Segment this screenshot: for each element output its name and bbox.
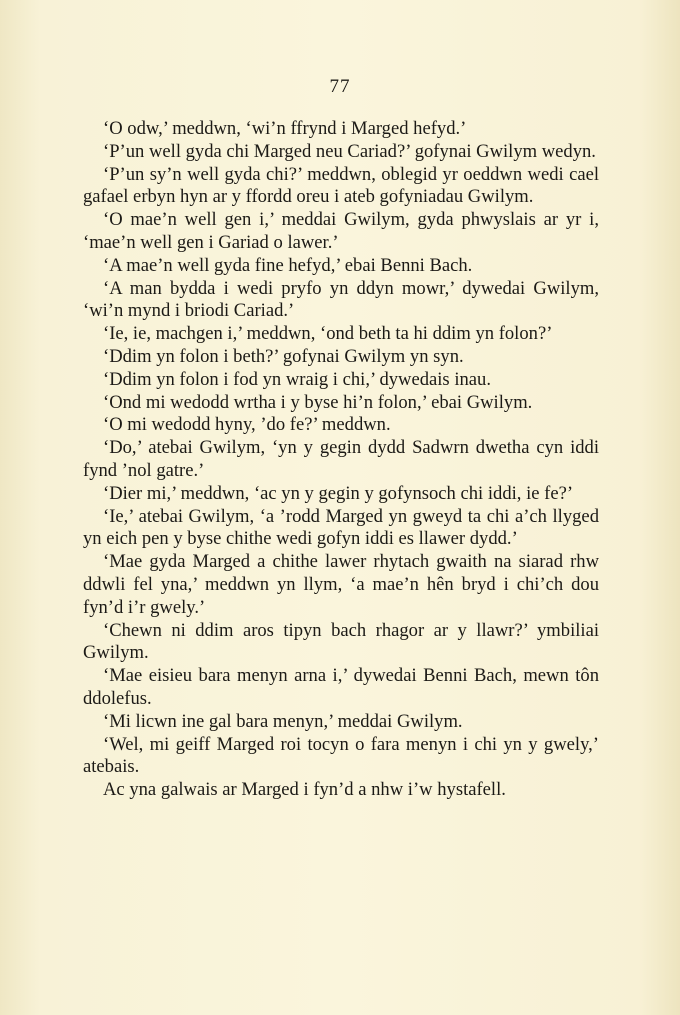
paragraph: ‘A mae’n well gyda fine hefyd,’ ebai Benni Bach. (103, 254, 473, 276)
paragraph: ‘P’un sy’n well gyda chi?’ meddwn, oblegid yr oeddwn wedi cael gafael erbyn hyn ar y ffordd oreu i ateb gofyniadau Gwilym. (83, 163, 599, 208)
paragraph: ‘O odw,’ meddwn, ‘wi’n ffrynd i Marged hefyd.’ (103, 118, 467, 139)
paragraph: ‘Ond mi wedodd wrtha i y byse hi’n folon,’ ebai Gwilym. (103, 391, 533, 413)
paragraph: ‘Mae gyda Marged a chithe lawer rhytach gwaith na siarad rhw ddwli fel yna,’ meddwn yn llym, ‘a mae’n hên bryd i chi’ch dou fyn’d i’r gwely.’ (83, 551, 599, 618)
paragraph: Ac yna galwais ar Marged i fyn’d a nhw i’w hystafell. (103, 779, 506, 801)
paragraph: ‘Wel, mi geiff Marged roi tocyn o fara menyn i chi yn y gwely,’ atebais. (83, 733, 599, 778)
body-text (83, 118, 599, 802)
paragraph: ‘A man bydda i wedi pryfo yn ddyn mowr,’ dywedai Gwilym, ‘wi’n mynd i briodi Cariad.’ (83, 277, 599, 322)
paragraph: ‘Chewn ni ddim aros tipyn bach rhagor ar y llawr?’ ymbiliai Gwilym. (83, 619, 599, 664)
paragraph: ‘Mi licwn ine gal bara menyn,’ meddai Gwilym. (103, 710, 463, 732)
paragraph: ‘O mae’n well gen i,’ meddai Gwilym, gyda phwyslais ar yr i, ‘mae’n well gen i Gariad o lawer.’ (83, 209, 599, 253)
paragraph: ‘Dier mi,’ meddwn, ‘ac yn y gegin y gofynsoch chi iddi, ie fe?’ (103, 482, 574, 504)
paragraph: ‘O mi wedodd hyny, ’do fe?’ meddwn. (103, 414, 391, 436)
paragraph: ‘Mae eisieu bara menyn arna i,’ dywedai Benni Bach, mewn tôn ddolefus. (83, 665, 599, 709)
paragraph: ‘P’un well gyda chi Marged neu Cariad?’ gofynai Gwilym wedyn. (103, 140, 596, 162)
paragraph: ‘Ddim yn folon i fod yn wraig i chi,’ dywedais inau. (103, 368, 491, 390)
page-number: 77 (329, 76, 351, 97)
paragraph: ‘Ie,’ atebai Gwilym, ‘a ’rodd Marged yn gweyd ta chi a’ch llyged yn eich pen y byse chithe wedi gofyn iddi es llawer dydd.’ (83, 505, 599, 550)
paragraph: ‘Ie, ie, machgen i,’ meddwn, ‘ond beth ta hi ddim yn folon?’ (103, 323, 553, 345)
paragraph: ‘Ddim yn folon i beth?’ gofynai Gwilym yn syn. (103, 345, 464, 367)
paragraph: ‘Do,’ atebai Gwilym, ‘yn y gegin dydd Sadwrn dwetha cyn iddi fynd ’nol gatre.’ (83, 437, 599, 481)
